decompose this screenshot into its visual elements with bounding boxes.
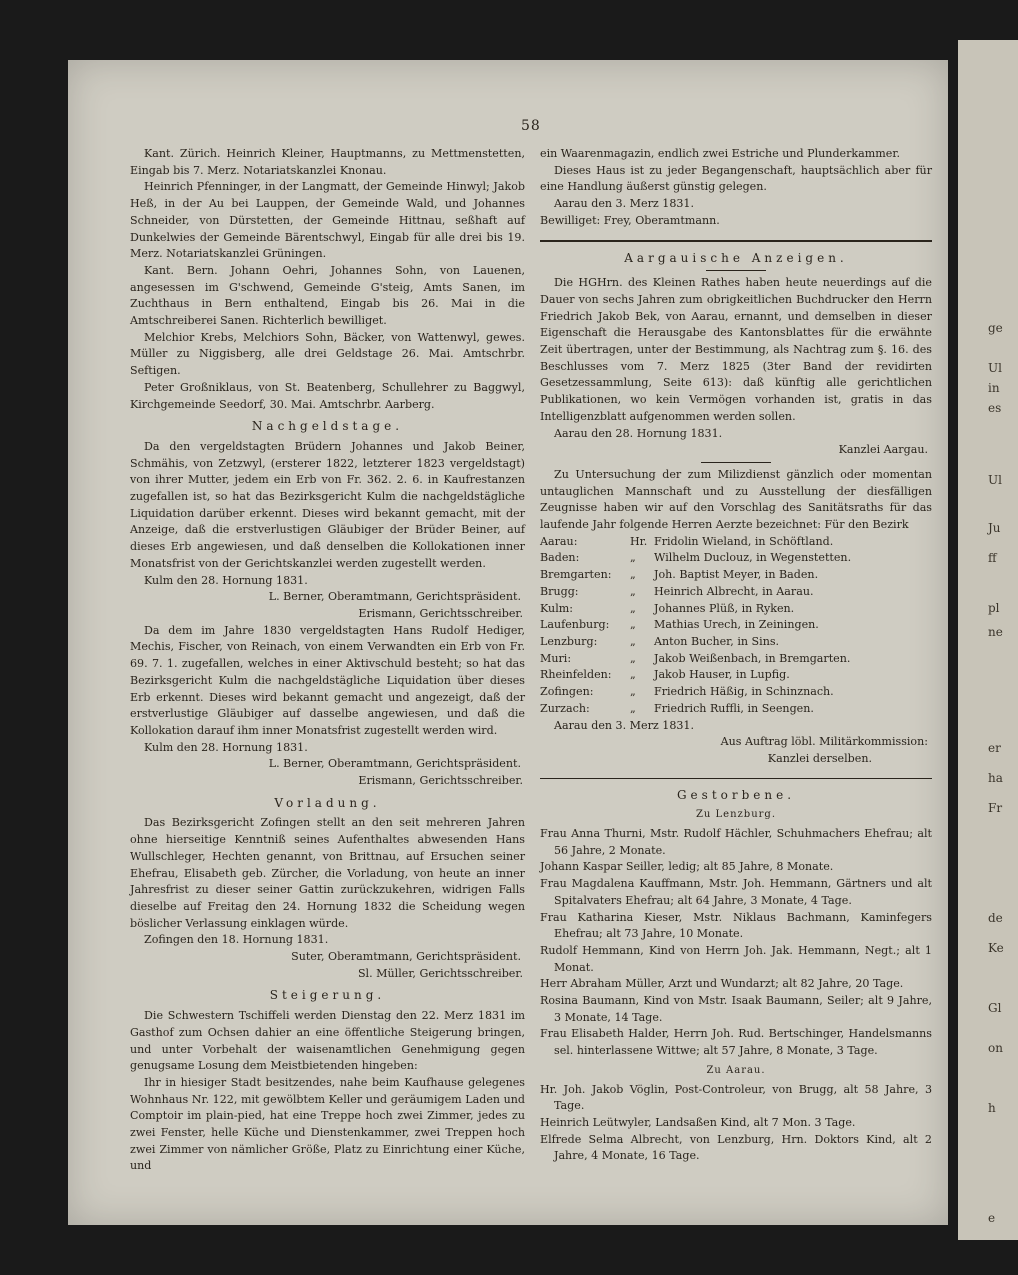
physician-name: Johannes Plüß, in Ryken. bbox=[654, 601, 795, 615]
ditto-mark: „ bbox=[630, 551, 636, 565]
notice-paragraph: Ihr in hiesiger Stadt besitzendes, nahe beim Kaufhause gelegenes Wohnhaus Nr. 122, mit gewölbtem Keller und geräumigem Laden und Comptoir im plain-pied, hat eine Treppe hoch zwei Zimmer, jedes zu zwei Fenster, helle Küche und Dienstenkammer, zwei Treppen hoch zwei Zimmer von nämlicher Größe, Platz zu Einrichtung einer Küche, und bbox=[130, 1075, 525, 1173]
ditto-mark: „ bbox=[630, 618, 636, 632]
edge-fragment: ha bbox=[988, 771, 1003, 785]
edge-fragment: h bbox=[988, 1101, 996, 1115]
right-column bbox=[540, 146, 932, 1165]
notice-paragraph: Die Schwestern Tschiffeli werden Dienstag den 22. Merz 1831 im Gasthof zum Ochsen dahier an eine öffentliche Steigerung bringen, und unter Vorbehalt der waisenamtlichen Genehmigung gegen genugsame Losung dem Meistbietenden hingeben: bbox=[130, 1009, 525, 1073]
death-entry: Rosina Baumann, Kind von Mstr. Isaak Baumann, Seiler; alt 9 Jahre, 3 Monate, 14 Tage. bbox=[540, 994, 932, 1024]
notice-signature: Bewilliget: Frey, Oberamtmann. bbox=[540, 213, 720, 227]
notice-signature: Aus Auftrag löbl. Militärkommission: bbox=[720, 735, 928, 749]
physician-name: Fridolin Wieland, in Schöftland. bbox=[654, 534, 834, 548]
edge-fragment: ff bbox=[988, 551, 997, 565]
district-name: Zofingen: bbox=[540, 685, 594, 699]
physician-name: Jakob Weißenbach, in Bremgarten. bbox=[654, 651, 851, 665]
notice-signature: Erismann, Gerichtsschreiber. bbox=[358, 774, 523, 788]
death-entry: Frau Elisabeth Halder, Herrn Joh. Rud. Bertschinger, Handelsmanns sel. hinterlassene Wittwe; alt 57 Jahre, 8 Monate, 3 Tage. bbox=[540, 1027, 932, 1058]
ditto-mark: „ bbox=[630, 651, 636, 665]
death-entry: Heinrich Leütwyler, Landsaßen Kind, alt 7 Mon. 3 Tage. bbox=[540, 1115, 856, 1129]
section-heading-vorladung: Vorladung. bbox=[274, 795, 381, 810]
death-entry: Hr. Joh. Jakob Vöglin, Post-Controleur, von Brugg, alt 58 Jahre, 3 Tage. bbox=[540, 1082, 932, 1113]
notice-date: Kulm den 28. Hornung 1831. bbox=[144, 573, 308, 587]
ditto-mark: „ bbox=[630, 634, 636, 648]
edge-fragment: Gl bbox=[988, 1001, 1002, 1015]
edge-fragment: pl bbox=[988, 601, 1000, 615]
notice-paragraph: ein Waarenmagazin, endlich zwei Estriche und Plunderkammer. bbox=[540, 147, 900, 160]
physician-name: Mathias Urech, in Zeiningen. bbox=[654, 618, 819, 632]
notice-signature: L. Berner, Oberamtmann, Gerichtspräsident. bbox=[268, 590, 521, 604]
ditto-mark: „ bbox=[630, 568, 636, 582]
edge-fragment: e bbox=[988, 1211, 996, 1225]
edge-fragment: Ul bbox=[988, 361, 1002, 375]
notice-separator bbox=[701, 462, 771, 463]
district-name: Rheinfelden: bbox=[540, 668, 612, 682]
notice-date: Aarau den 28. Hornung 1831. bbox=[554, 426, 723, 440]
notice-paragraph: Kant. Bern. Johann Oehri, Johannes Sohn, von Lauenen, angesessen im G'schwend, Gemeinde G'steig, Amts Sanen, im Zuchthaus in Bern enthaltend, Eingab bis 26. Mai in die Amtschreiberei Sanen. Richterlich bewilliget. bbox=[130, 263, 525, 328]
notice-signature: Kanzlei Aargau. bbox=[838, 443, 928, 457]
notice-date: Kulm den 28. Hornung 1831. bbox=[144, 740, 308, 754]
district-name: Kulm: bbox=[540, 601, 573, 615]
edge-fragment: ne bbox=[988, 625, 1003, 639]
death-entry: Frau Magdalena Kauffmann, Mstr. Joh. Hemmann, Gärtners und alt Spitalvaters Ehefrau; alt 64 Jahre, 3 Monate, 4 Tage. bbox=[540, 877, 932, 907]
notice-paragraph: Die HGHrn. des Kleinen Rathes haben heute neuerdings auf die Dauer von sechs Jahren zum obrigkeitlichen Buchdrucker den Herrn Friedrich Jakob Bek, von Aarau, ernannt, und demselben in dieser Eigenschaft die Herausgabe des Kantonsblattes für die erwähnte Zeit übertragen, unter der Bestimmung, als Nachtrag zum §. 16. des Beschlusses vom 7. Merz 1825 (3ter Band der revidirten Gesetzessammlung, Seite 613): daß künftig alle gerichtlichen Publikationen, wo kein Vermögen vorhanden ist, gratis in das Intelligenzblatt aufgenommen werden sollen. bbox=[540, 276, 932, 423]
edge-fragment: er bbox=[988, 741, 1001, 755]
death-entry: Frau Anna Thurni, Mstr. Rudolf Hächler, Schuhmachers Ehefrau; alt 56 Jahre, 2 Monate. bbox=[540, 827, 932, 857]
notice-date: Aarau den 3. Merz 1831. bbox=[554, 197, 695, 211]
notice-paragraph: Das Bezirksgericht Zofingen stellt an den seit mehreren Jahren ohne hierseitige Kenntniß seines Aufenthaltes abwesenden Hans Wullschleger, Hechten genannt, von Brittnau, auf Ersuchen seiner Ehefrau, Elisabeth geb. Zürcher, die Vorladung, von heute an inner Jahresfrist zu dieser seiner Gattin zurückzukehren, widrigen Falls dieselbe auf Freitag den 24. Hornung 1832 die Scheidung wegen böslicher Verlassung einklagen würde. bbox=[130, 816, 525, 930]
section-heading-steigerung: Steigerung. bbox=[269, 988, 386, 1003]
death-entry: Elfrede Selma Albrecht, von Lenzburg, Hrn. Doktors Kind, alt 2 Jahre, 4 Monate, 16 Tage. bbox=[540, 1132, 932, 1163]
edge-fragment: Ke bbox=[988, 941, 1004, 955]
notice-paragraph: Kant. Zürich. Heinrich Kleiner, Hauptmanns, zu Mettmenstetten, Eingab bis 7. Merz. Notariatskanzlei Knonau. bbox=[130, 147, 525, 177]
ditto-mark: „ bbox=[630, 701, 636, 715]
physician-name: Anton Bucher, in Sins. bbox=[654, 634, 780, 648]
death-entry: Rudolf Hemmann, Kind von Herrn Joh. Jak. Hemmann, Negt.; alt 1 Monat. bbox=[540, 943, 932, 974]
notice-signature: Sl. Müller, Gerichtsschreiber. bbox=[357, 966, 523, 980]
subheading-aarau: Zu Aarau. bbox=[706, 1064, 766, 1076]
notice-date: Zofingen den 18. Hornung 1831. bbox=[144, 933, 329, 947]
section-heading-nachgeldstage: Nachgeldstage. bbox=[251, 419, 404, 434]
notice-signature: Erismann, Gerichtsschreiber. bbox=[358, 606, 523, 620]
district-name: Baden: bbox=[540, 551, 580, 565]
ditto-mark: „ bbox=[630, 685, 636, 699]
death-entry: Johann Kaspar Seiller, ledig; alt 85 Jahre, 8 Monate. bbox=[540, 860, 834, 874]
ditto-mark: „ bbox=[630, 601, 636, 615]
notice-paragraph: Da den vergeldstagten Brüdern Johannes und Jakob Beiner, Schmähis, von Zetzwyl, (ersterer 1822, letzterer 1823 vergeldstagt) von ihrer Mutter, jedem ein Erb von Fr. 362. 2. 6. in Kaufrestanzen zugefallen ist, so hat das Bezirksgericht Kulm die nachgeldstägliche Liquidation darüber erkennt. Dieses wird bekannt gemacht, mit der Anzeige, daß die erstverlustigen Gläubiger der Brüder Beiner, auf dieses Erb angewiesen, und daß denselben die Kollokationen inner Monatsfrist von der Gerichtskanzlei werden zugestellt werden. bbox=[130, 439, 525, 570]
edge-fragment: de bbox=[988, 911, 1003, 925]
ditto-mark: „ bbox=[630, 584, 636, 598]
section-heading-aargauische-anzeigen: Aargauische Anzeigen. bbox=[624, 250, 848, 265]
ditto-mark: „ bbox=[630, 668, 636, 682]
notice-paragraph: Zu Untersuchung der zum Milizdienst gänzlich oder momentan untauglichen Mannschaft und zu Ausstellung der diesfälligen Zeugnisse haben wir auf den Vorschlag des Sanitätsraths für das laufende Jahr folgende Herren Aerzte bezeichnet: Für den Bezirk bbox=[540, 467, 932, 532]
district-name: Aarau: bbox=[540, 534, 578, 548]
edge-fragment: Fr bbox=[988, 801, 1003, 815]
physician-name: Jakob Hauser, in Lupfig. bbox=[654, 668, 790, 682]
adjacent-page-edge bbox=[958, 40, 1018, 1240]
notice-paragraph: Peter Großniklaus, von St. Beatenberg, Schullehrer zu Baggwyl, Kirchgemeinde Seedorf, 30. Mai. Amtschrbr. Aarberg. bbox=[130, 380, 525, 411]
notice-paragraph: Melchior Krebs, Melchiors Sohn, Bäcker, von Wattenwyl, gewes. Müller zu Niggisberg, alle drei Geldstage 26. Mai. Amtschrbr. Seftigen. bbox=[130, 330, 525, 378]
notice-signature: L. Berner, Oberamtmann, Gerichtspräsident. bbox=[268, 757, 521, 771]
section-divider bbox=[540, 778, 932, 779]
notice-paragraph: Heinrich Pfenninger, in der Langmatt, der Gemeinde Hinwyl; Jakob Heß, in der Au bei Lauppen, der Gemeinde Wald, und Johannes Schneider, von Dürstetten, der Gemeinde Hittnau, seßhaft auf Dunkelwies der Gemeinde Bärentschwyl, Eingab für alle drei bis 19. Merz. Notariatskanzlei Grüningen. bbox=[130, 180, 525, 261]
edge-fragment: on bbox=[988, 1041, 1003, 1055]
death-entry: Frau Katharina Kieser, Mstr. Niklaus Bachmann, Kaminfegers Ehefrau; alt 73 Jahre, 10 Monate. bbox=[540, 910, 932, 941]
notice-signature: Suter, Oberamtmann, Gerichtspräsident. bbox=[291, 950, 521, 964]
edge-fragment: in bbox=[988, 381, 1000, 395]
physician-name: Wilhelm Duclouz, in Wegenstetten. bbox=[654, 551, 852, 565]
section-divider bbox=[540, 240, 932, 242]
district-name: Bremgarten: bbox=[540, 568, 612, 582]
edge-fragment: es bbox=[988, 401, 1002, 415]
physician-name: Joh. Baptist Meyer, in Baden. bbox=[654, 568, 819, 582]
left-column bbox=[130, 146, 525, 1175]
heading-rule bbox=[706, 270, 766, 271]
death-entry: Herr Abraham Müller, Arzt und Wundarzt; alt 82 Jahre, 20 Tage. bbox=[540, 977, 904, 991]
physician-name: Heinrich Albrecht, in Aarau. bbox=[654, 584, 814, 598]
physician-name: Friedrich Häßig, in Schinznach. bbox=[654, 685, 834, 699]
physician-list bbox=[540, 534, 932, 718]
page-number: 58 bbox=[521, 118, 541, 134]
section-heading-gestorbene: Gestorbene. bbox=[676, 787, 796, 802]
subheading-lenzburg: Zu Lenzburg. bbox=[695, 809, 777, 821]
district-name: Lenzburg: bbox=[540, 634, 598, 648]
edge-fragment: ge bbox=[988, 321, 1003, 335]
district-name: Zurzach: bbox=[540, 701, 590, 715]
notice-paragraph: Da dem im Jahre 1830 vergeldstagten Hans Rudolf Hediger, Mechis, Fischer, von Reinach, von einem Verwandten ein Erb von Fr. 69. 7. 1. zugefallen, welches in einer Aktivschuld besteht; so hat das Bezirksgericht Kulm die nachgeldstägliche Liquidation über dieses Erb erkennt. Dieses wird bekannt gemacht und angezeigt, daß der erstverlustige Gläubiger auf dasselbe angewiesen, und daß die Kollokation darauf ihm inner Monatsfrist zugestellt werden wird. bbox=[130, 623, 525, 737]
physician-name: Friedrich Ruffli, in Seengen. bbox=[654, 701, 814, 715]
notice-paragraph: Dieses Haus ist zu jeder Begangenschaft, hauptsächlich aber für eine Handlung äußerst günstig gelegen. bbox=[540, 163, 932, 194]
ditto-mark: Hr. bbox=[630, 534, 648, 548]
notice-date: Aarau den 3. Merz 1831. bbox=[554, 718, 695, 732]
notice-signature: Kanzlei derselben. bbox=[767, 751, 872, 765]
edge-fragment: Ul bbox=[988, 473, 1002, 487]
edge-fragment: Ju bbox=[988, 521, 1001, 535]
district-name: Muri: bbox=[540, 651, 572, 665]
district-name: Brugg: bbox=[540, 584, 579, 598]
district-name: Laufenburg: bbox=[540, 618, 610, 632]
